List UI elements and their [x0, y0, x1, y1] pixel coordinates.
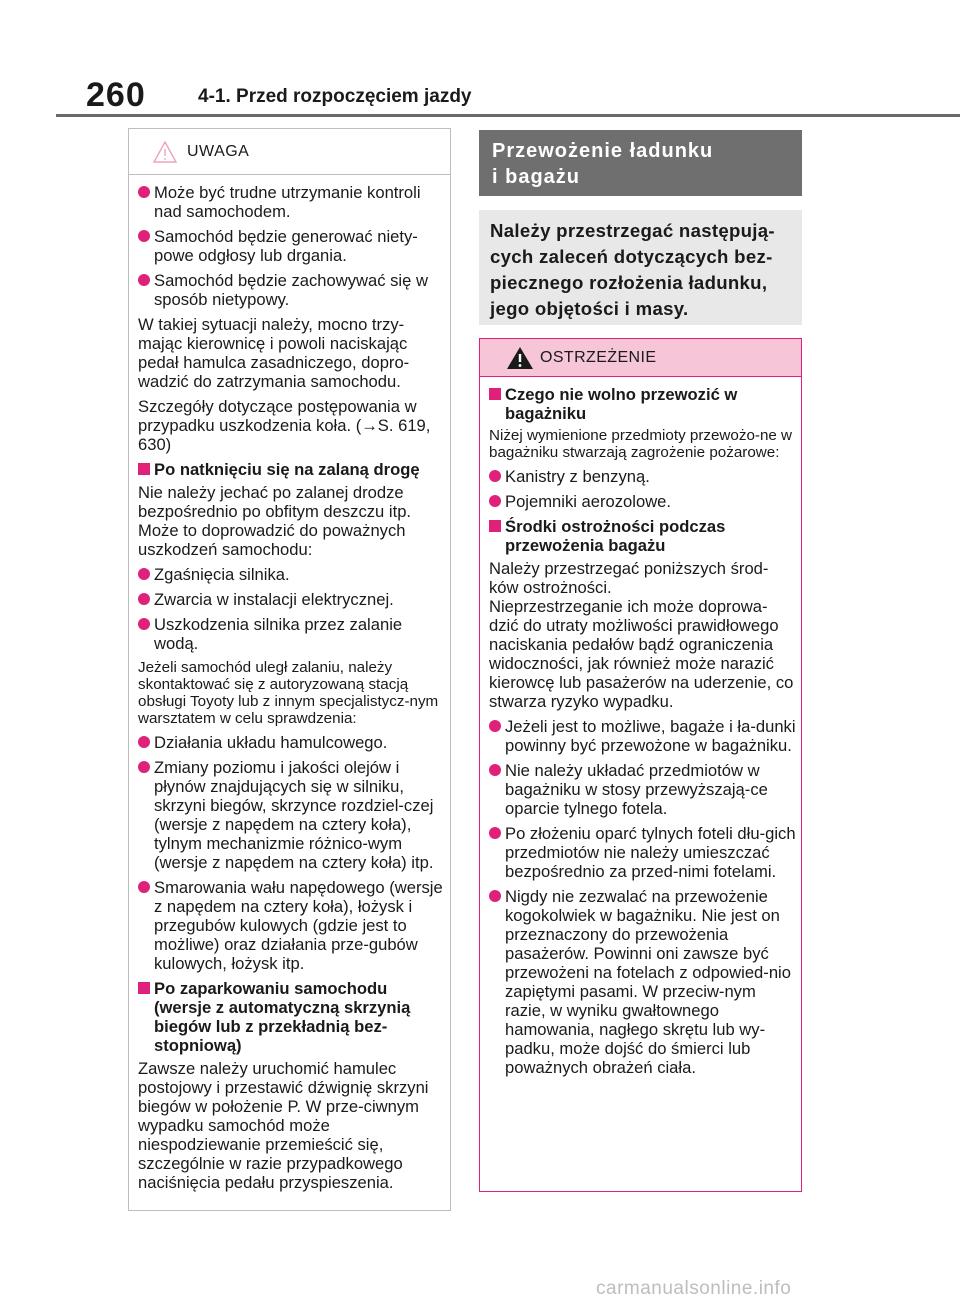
- banner-line: Przewożenie ładunku: [492, 140, 714, 162]
- bullet-dot-icon: [138, 230, 150, 242]
- section-title: 4-1. Przed rozpoczęciem jazdy: [198, 86, 472, 107]
- subheading: Po zaparkowaniu samochodu (wersje z automatyczną skrzynią biegów lub z przekładnią bez-stopniową): [138, 979, 444, 1055]
- list-item: Kanistry z benzyną.: [489, 467, 796, 486]
- square-bullet-icon: [489, 388, 501, 400]
- warning-label: OSTRZEŻENIE: [540, 349, 657, 366]
- caution-label: UWAGA: [187, 143, 250, 160]
- lead-text: Należy przestrzegać następują-cych zaleceń dotyczących bez-piecznego rozłożenia ładunku, jego objętości i masy.: [479, 210, 802, 325]
- caution-body: [129, 175, 450, 1192]
- list-item: Może być trudne utrzymanie kontroli nad samochodem.: [138, 183, 444, 221]
- paragraph: Należy przestrzegać poniższych środ-ków ostrożności.: [489, 559, 769, 597]
- list-item: Zmiany poziomu i jakości olejów i płynów znajdujących się w silniku, skrzyni biegów, skrzynce rozdziel-czej (wersje z napędem na cztery koła), tylnym mechanizmie różnico-wym (wersje z napędem na cztery koła) itp.: [138, 758, 444, 872]
- warning-triangle-icon: [506, 346, 534, 370]
- list-item: Jeżeli jest to możliwe, bagaże i ła-dunki powinny być przewożone w bagażniku.: [489, 717, 796, 755]
- list-item: Po złożeniu oparć tylnych foteli dłu-gich przedmiotów nie należy umieszczać bezpośrednio za przed-nimi fotelami.: [489, 824, 796, 881]
- bullet-dot-icon: [138, 881, 150, 893]
- paragraph: Jeżeli samochód uległ zalaniu, należy skontaktować się z autoryzowaną stacją obsługi Toyoty lub z innym specjalistycz-nym warsztatem w celu sprawdzenia:: [138, 659, 439, 727]
- paragraph: W takiej sytuacji należy, mocno trzy-mając kierownicę i powoli naciskając pedał hamulca zasadniczego, dopro-wadzić do zatrzymania samochodu.: [138, 315, 410, 391]
- warning-box: [479, 338, 802, 1192]
- paragraph: Nieprzestrzeganie ich może doprowa-dzić do utraty możliwości prawidłowego naciskania pedałów bądź ograniczenia widoczności, jak również może narazić kierowcę lub pasażerów na uderzenie, co stwarza ryzyko wypadku.: [489, 597, 794, 711]
- bullet-dot-icon: [138, 274, 150, 286]
- section-banner: [479, 130, 802, 196]
- list-item: Pojemniki aerozolowe.: [489, 492, 796, 511]
- bullet-dot-icon: [489, 764, 501, 776]
- square-bullet-icon: [138, 982, 150, 994]
- square-bullet-icon: [138, 463, 150, 475]
- caution-box: [128, 128, 451, 1211]
- bullet-dot-icon: [138, 618, 150, 630]
- bullet-dot-icon: [138, 593, 150, 605]
- paragraph: Niżej wymienione przedmioty przewożo-ne w bagażniku stwarzają zagrożenie pożarowe:: [489, 427, 793, 461]
- bullet-dot-icon: [489, 720, 501, 732]
- list-item: Samochód będzie generować niety-powe odgłosy lub drgania.: [138, 227, 444, 265]
- bullet-dot-icon: [138, 761, 150, 773]
- paragraph: Nie należy jechać po zalanej drodze bezpośrednio po obfitym deszczu itp. Może to doprowadzić do poważnych uszkodzeń samochodu:: [138, 483, 412, 559]
- list-item: Zwarcia w instalacji elektrycznej.: [138, 590, 444, 609]
- bullet-dot-icon: [489, 827, 501, 839]
- bullet-dot-icon: [489, 890, 501, 902]
- header-rule: [56, 114, 960, 117]
- warning-header: [480, 339, 801, 377]
- caution-header: [129, 129, 450, 175]
- list-item: Uszkodzenia silnika przez zalanie wodą.: [138, 615, 444, 653]
- list-item: Nie należy układać przedmiotów w bagażniku w stosy przewyższają-ce oparcie tylnego fotela.: [489, 761, 796, 818]
- list-item: Samochód będzie zachowywać się w sposób nietypowy.: [138, 271, 444, 309]
- caution-triangle-icon: [153, 141, 177, 163]
- subheading: Czego nie wolno przewozić w bagażniku: [489, 385, 796, 423]
- paragraph: Zawsze należy uruchomić hamulec postojowy i przestawić dźwignię skrzyni biegów w położenie P. W prze-ciwnym wypadku samochód może niespodziewanie przemieścić się, szczególnie w razie przypadkowego naciśnięcia pedału przyspieszenia.: [138, 1059, 429, 1192]
- banner-line: i bagażu: [492, 166, 581, 188]
- subheading: Środki ostrożności podczas przewożenia bagażu: [489, 517, 796, 555]
- bullet-dot-icon: [138, 186, 150, 198]
- list-item: Działania układu hamulcowego.: [138, 733, 444, 752]
- subheading: Po natknięciu się na zalaną drogę: [138, 460, 444, 479]
- paragraph: Szczegóły dotyczące postępowania w przypadku uszkodzenia koła. (→S. 619, 630): [138, 397, 431, 454]
- page-header: [0, 0, 960, 120]
- warning-body: [480, 377, 801, 1077]
- bullet-dot-icon: [138, 568, 150, 580]
- list-item: Smarowania wału napędowego (wersje z napędem na cztery koła), łożysk i przegubów kulowych (gdzie jest to możliwe) oraz działania prze-gubów kulowych, łożysk itp.: [138, 878, 444, 973]
- bullet-dot-icon: [489, 470, 501, 482]
- page-number: 260: [86, 76, 146, 114]
- watermark-text: carmanualsonline.info: [596, 1278, 792, 1299]
- list-item: Zgaśnięcia silnika.: [138, 565, 444, 584]
- bullet-dot-icon: [138, 736, 150, 748]
- square-bullet-icon: [489, 520, 501, 532]
- bullet-dot-icon: [489, 495, 501, 507]
- list-item: Nigdy nie zezwalać na przewożenie kogokolwiek w bagażniku. Nie jest on przeznaczony do przewożenia pasażerów. Powinni oni zawsze być przewożeni na fotelach z odpowied-nio zapiętymi pasami. W przeciw-nym razie, w wyniku gwałtownego hamowania, nagłego skrętu lub wy-padku, może dojść do śmierci lub poważnych obrażeń ciała.: [489, 887, 796, 1077]
